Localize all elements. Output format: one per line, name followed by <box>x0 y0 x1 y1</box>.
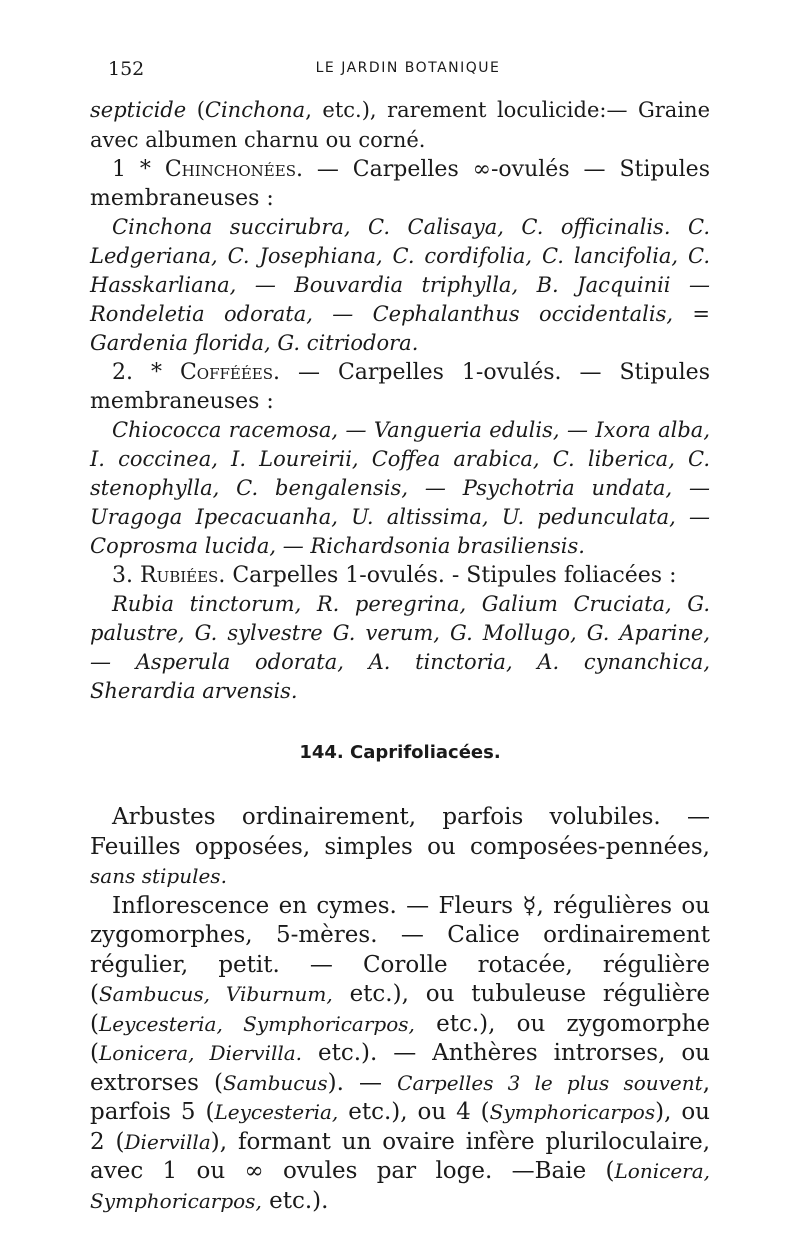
para2-text: etc.), ou zygomorphe ( <box>90 1010 710 1066</box>
page-body <box>90 95 710 1216</box>
tribe-description: . — Carpelles 1-ovulés. — Stipules membraneuses : <box>90 360 710 414</box>
tribe-name: Rubiées <box>140 563 219 588</box>
intro-italic-cinchona: Cinchona <box>204 98 306 122</box>
para2-text: ), ou 2 ( <box>90 1099 710 1155</box>
tribe-heading <box>90 561 710 590</box>
para2-text: ), formant un ovaire infère pluriloculaire, avec 1 ou ∞ ovules par loge. —Baie ( <box>90 1128 711 1184</box>
para2-italic: Carpelles 3 le plus souvent <box>397 1070 703 1095</box>
para2-italic: Sambucus <box>222 1070 328 1095</box>
para2-italic: Leycesteria, Symphoricarpos, <box>98 1011 415 1036</box>
description-paragraph <box>90 892 710 1217</box>
intro-paragraph <box>90 95 710 155</box>
tribe-star: * <box>133 360 180 385</box>
para2-text: etc.). <box>261 1187 329 1214</box>
para2-text: , parfois 5 ( <box>90 1069 710 1125</box>
tribe-name: Cofféées <box>179 360 274 385</box>
family-number: 144. <box>299 742 344 763</box>
page-number: 152 <box>108 58 145 80</box>
para1-text: Arbustes ordinairement, parfois volubiles. — Feuilles opposées, simples ou composées-pennées, <box>90 804 710 860</box>
tribe-name: Chinchonées <box>164 157 296 182</box>
para2-text: etc.), ou tubuleuse régulière ( <box>90 981 711 1037</box>
tribe-number: 1 <box>112 157 126 182</box>
para2-text: etc.). — Anthères introrses, ou extrorses ( <box>90 1040 710 1096</box>
tribe-star: * <box>126 157 165 182</box>
para2-text: etc.), ou 4 ( <box>338 1099 490 1125</box>
para2-italic: Lonicera, Diervilla. <box>98 1041 303 1065</box>
para1-italic: sans stipules. <box>90 864 227 888</box>
description-paragraph <box>90 803 710 892</box>
tribe-number: 3. <box>112 563 133 588</box>
para2-italic: Symphoricarpos <box>489 1100 656 1124</box>
tribe-description: . — Carpelles ∞-ovulés — Stipules membraneuses : <box>90 157 710 211</box>
para2-text: Inflorescence en cymes. — Fleurs ☿, régulières ou zygomorphes, 5-mères. — Calice ordinairement régulier, petit. — Corolle rotacée, régulière ( <box>90 892 710 1007</box>
intro-text-a: ( <box>186 98 205 122</box>
para2-text: ). — <box>327 1069 398 1096</box>
tribe-number: 2. <box>112 360 133 385</box>
family-name: Caprifoliacées. <box>350 742 501 763</box>
family-heading <box>90 742 710 763</box>
running-title: LE JARDIN BOTANIQUE <box>315 60 501 76</box>
page-header <box>108 58 708 82</box>
intro-text-b: , etc.), rarement loculicide:— Graine avec albumen charnu ou corné. <box>90 98 710 152</box>
para2-italic: Diervilla <box>124 1129 211 1154</box>
tribe-genera-list: Chiococca racemosa, — Vangueria edulis, — Ixora alba, I. coccinea, I. Loureirii, Coffea arabica, C. liberica, C. stenophylla, C. bengalensis, — Psychotria undata, — Uragoga Ipecacuanha, U. altissima, U. pedunculata, — Coprosma lucida, — Richardsonia brasiliensis. <box>90 418 710 558</box>
para2-italic: Sambucus, Viburnum, <box>98 982 333 1006</box>
para2-italic: Leycesteria, <box>214 1100 339 1124</box>
para2-italic: Lonicera, Symphoricarpos, <box>90 1159 710 1213</box>
tribe-genera-list: Rubia tinctorum, R. peregrina, Galium Cruciata, G. palustre, G. sylvestre G. verum, G. Mollugo, G. Aparine, — Asperula odorata, A. tinctoria, A. cynanchica, Sherardia arvensis. <box>90 592 710 703</box>
intro-italic: septicide <box>90 98 187 122</box>
tribe-heading <box>90 358 710 416</box>
tribe-heading <box>90 155 710 213</box>
tribe-star <box>133 563 140 588</box>
tribe-description: . Carpelles 1-ovulés. - Stipules foliacées : <box>218 563 677 588</box>
tribe-genera-list: Cinchona succirubra, C. Calisaya, C. officinalis. C. Ledgeriana, C. Josephiana, C. cordifolia, C. lancifolia, C. Hasskarliana, — Bouvardia triphylla, B. Jacquinii — Rondeletia odorata, — Cephalanthus occidentalis, = Gardenia florida, G. citriodora. <box>90 215 710 355</box>
